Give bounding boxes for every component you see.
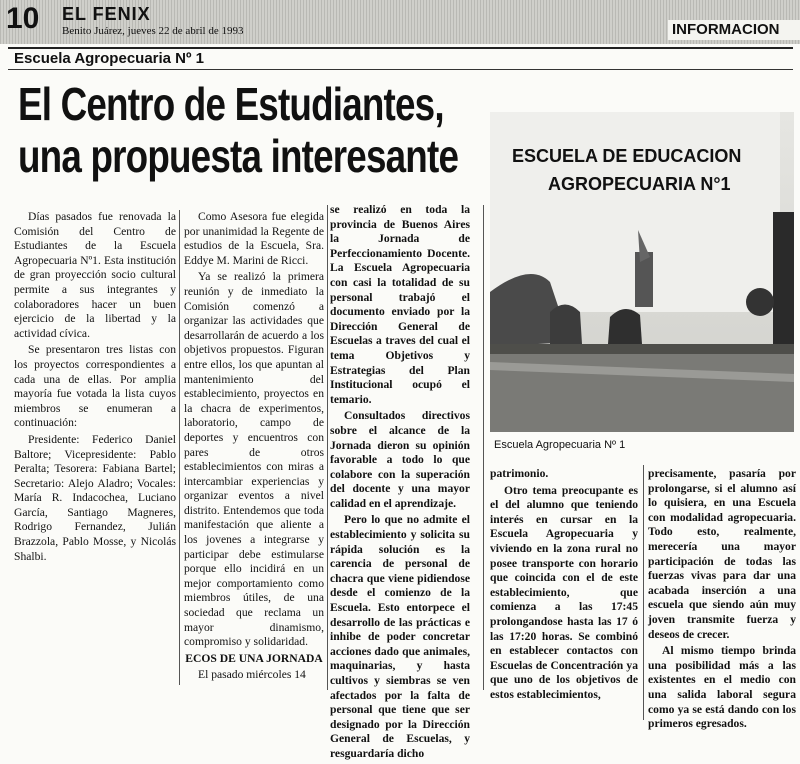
sign-text-1: ESCUELA DE EDUCACION bbox=[512, 146, 742, 166]
paragraph: Presidente: Federico Daniel Baltore; Vicepresidente: Pablo Peralta; Tesorera: Fabiana Bartel; Secretario: Alejo Aladro; Vocales: María R. Indacochea, Luciano García, Santiago Magneres, Rodrigo Fernandez, Julián Brazzola, Pablo Mosse, y Nicolás Shalbi. bbox=[14, 432, 176, 563]
paragraph: Consultados directivos sobre el alcance de la Jornada dieron su opinión favorable a todo lo que colabore con la superación del docente y una mayor calidad en el aprendizaje. bbox=[330, 409, 470, 510]
photo-illustration bbox=[490, 112, 794, 432]
photo-caption: Escuela Agropecuaria Nº 1 bbox=[494, 439, 626, 451]
paragraph: patrimonio. bbox=[490, 467, 549, 480]
kicker-rule bbox=[8, 69, 793, 70]
paragraph: Se presentaron tres listas con los proyectos correspondientes a cada una de ellas. Por amplia mayoría fue votada la lista cuyos miembros se enumeran a continuación: bbox=[14, 343, 176, 430]
paragraph: se realizó en toda la provincia de Buenos Aires la Jornada de Perfeccionamiento Docente. La Escuela Agropecuaria con casi la totalidad de su personal trabajó el documento enviado por la Dirección General de Escuelas a traves del cual el tema Objetivos y Estrategias del Plan Institucional ocupó el temario. bbox=[330, 203, 470, 406]
paragraph: Al mismo tiempo brinda una posibilidad más a las existentes en el medio con una salida laboral segura como ya se está dando con los primeros egresados. bbox=[648, 644, 796, 731]
column-rule bbox=[327, 205, 328, 690]
subheading: ECOS DE UNA JORNADA bbox=[185, 651, 323, 665]
paragraph: Ya se realizó la primera reunión y de inmediato la Comisión comenzó a organizar las actividades que desarrollarán de acuerdo a los objetivos propuestos. Figuran entre ellos, los que apuntan al mantenimiento del establecimiento, proyectos en la chacra de experimentos, laboratorio, campo de deportes y encuentros con pares de otros establecimientos con miras a intercambiar experiencias y organizar eventos a nivel distrito. Entendemos que toda manifestación que aliente a los jovenes a integrarse y participar debe estimularse porque ello incidirá en un mejor comportamiento como miembros útiles, de una sociedad que reclama un mayor dinamismo, compromiso y solidaridad. bbox=[184, 270, 324, 649]
paragraph: Como Asesora fue elegida por unanimidad la Regente de estudios de la Escuela, Sra. Eddye M. Marini de Ricci. bbox=[184, 210, 324, 267]
column-rule bbox=[179, 210, 180, 685]
header-rule bbox=[8, 47, 793, 49]
column-rule bbox=[483, 205, 484, 690]
paragraph: precisamente, pasaría por prolongarse, si el alumno así lo quisiera, en una Escuela con modalidad agropecuaria. Todo esto, realmente, merecería una mayor participación de todas las fuerzas vivas para dar una acabada inserción a una escuela que siendo aún muy joven transmite fuerza y deseos de crecer. bbox=[648, 467, 796, 641]
section-tag: INFORMACION bbox=[668, 20, 800, 40]
article-column-5 bbox=[648, 467, 796, 734]
sign-text-2: AGROPECUARIA N°1 bbox=[548, 174, 731, 194]
headline-line-1: El Centro de Estudiantes, bbox=[18, 78, 444, 130]
school-photo bbox=[490, 112, 794, 432]
paragraph: Días pasados fue renovada la Comisión del Centro de Estudiantes de la Escuela Agropecuaria Nº1. Esta institución de gran proyección socio cultural permite a sus integrantes y colaboradores hacer un buen ejercicio de la libertad y la actividad cívica. bbox=[14, 210, 176, 340]
article-column-3 bbox=[330, 203, 470, 764]
page-number: 10 bbox=[6, 2, 40, 35]
newspaper-name: EL FENIX bbox=[62, 4, 151, 24]
paragraph: Otro tema preocupante es el del alumno que teniendo interés en cursar en la Escuela Agropecuaria y viviendo en la zona rural no posee transporte con horario que coincida con el de este establecimiento, que comienza a las 17:45 prolongandose hasta las 17 ó las 17:20 horas. Se combinó en establecer contactos con Escuelas de Concentración ya que uno de los objetivos de estos establecimientos, bbox=[490, 483, 638, 701]
paragraph: Pero lo que no admite el establecimiento y solicita su rápida solución es la carencia de personal de chacra que viene pidiendose desde el comienzo de la Escuela. Esto entorpece el desarrollo de las prácticas e inhibe de poder concretar acciones dado que animales, maquinarias, y hasta cultivos y siembras se ven afectados por la falta de personal que tiene que ser designado por la Dirección General de Escuelas, y resguardaría dicho bbox=[330, 513, 470, 760]
paragraph: El pasado miércoles 14 bbox=[198, 668, 306, 682]
column-rule bbox=[643, 465, 644, 720]
headline-line-2: una propuesta interesante bbox=[18, 130, 459, 182]
article-column-2 bbox=[184, 210, 324, 685]
article-column-4 bbox=[490, 467, 638, 705]
headline bbox=[18, 78, 459, 182]
dateline: Benito Juárez, jueves 22 de abril de 1993 bbox=[62, 25, 244, 37]
article-column-1 bbox=[14, 210, 176, 566]
kicker: Escuela Agropecuaria Nº 1 bbox=[14, 50, 204, 67]
